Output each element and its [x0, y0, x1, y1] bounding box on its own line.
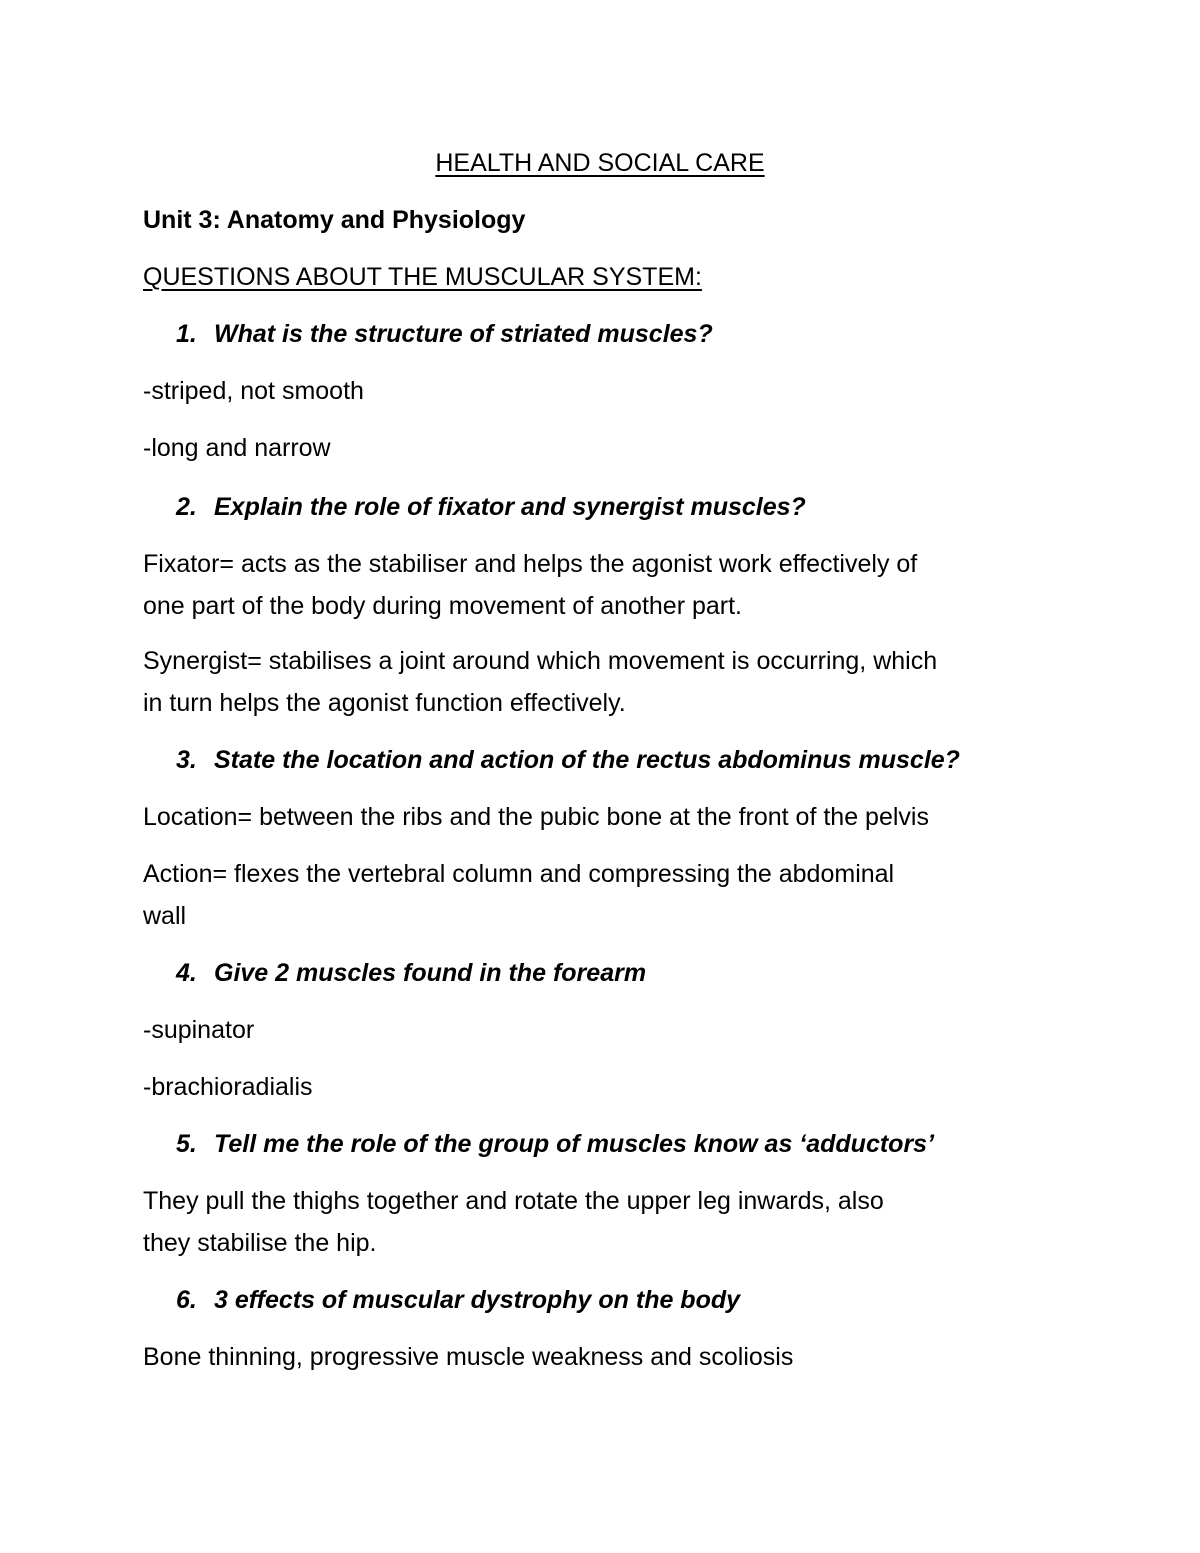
question-number: 1.: [176, 320, 197, 348]
question-2: [176, 486, 806, 529]
question-text: Tell me the role of the group of muscles know as ‘adductors’: [214, 1130, 935, 1158]
question-number: 4.: [176, 959, 197, 987]
question-number: 2.: [176, 493, 197, 521]
question-number: 6.: [176, 1286, 197, 1314]
question-text: Explain the role of fixator and synergist muscles?: [214, 493, 806, 521]
answer-line: -supinator: [143, 1016, 255, 1044]
answer-line: wall: [143, 902, 187, 930]
answer-line: -brachioradialis: [143, 1073, 313, 1101]
answer-line: one part of the body during movement of another part.: [143, 592, 742, 620]
unit-heading: Unit 3: Anatomy and Physiology: [143, 206, 526, 234]
answer-line: Location= between the ribs and the pubic bone at the front of the pelvis: [143, 803, 929, 831]
answer-line: They pull the thighs together and rotate the upper leg inwards, also: [143, 1187, 884, 1215]
question-4: [176, 952, 646, 995]
question-text: State the location and action of the rectus abdominus muscle?: [214, 746, 960, 774]
question-text: What is the structure of striated muscles?: [214, 320, 713, 348]
question-text: Give 2 muscles found in the forearm: [214, 959, 647, 987]
answer-line: Synergist= stabilises a joint around which movement is occurring, which: [143, 647, 938, 675]
question-number: 3.: [176, 746, 197, 774]
question-6: [176, 1279, 740, 1322]
section-heading: QUESTIONS ABOUT THE MUSCULAR SYSTEM:: [143, 263, 702, 291]
document-title: HEALTH AND SOCIAL CARE: [435, 149, 765, 177]
question-3: [176, 739, 960, 782]
answer-line: in turn helps the agonist function effectively.: [143, 689, 626, 717]
answer-line: -long and narrow: [143, 434, 331, 462]
answer-line: -striped, not smooth: [143, 377, 364, 405]
answer-line: they stabilise the hip.: [143, 1229, 377, 1257]
question-number: 5.: [176, 1130, 197, 1158]
answer-line: Bone thinning, progressive muscle weakness and scoliosis: [143, 1343, 794, 1371]
question-5: [176, 1123, 934, 1166]
answer-line: Fixator= acts as the stabiliser and helps the agonist work effectively of: [143, 550, 918, 578]
question-text: 3 effects of muscular dystrophy on the body: [214, 1286, 741, 1314]
answer-line: Action= flexes the vertebral column and compressing the abdominal: [143, 860, 895, 888]
question-1: [176, 313, 713, 356]
